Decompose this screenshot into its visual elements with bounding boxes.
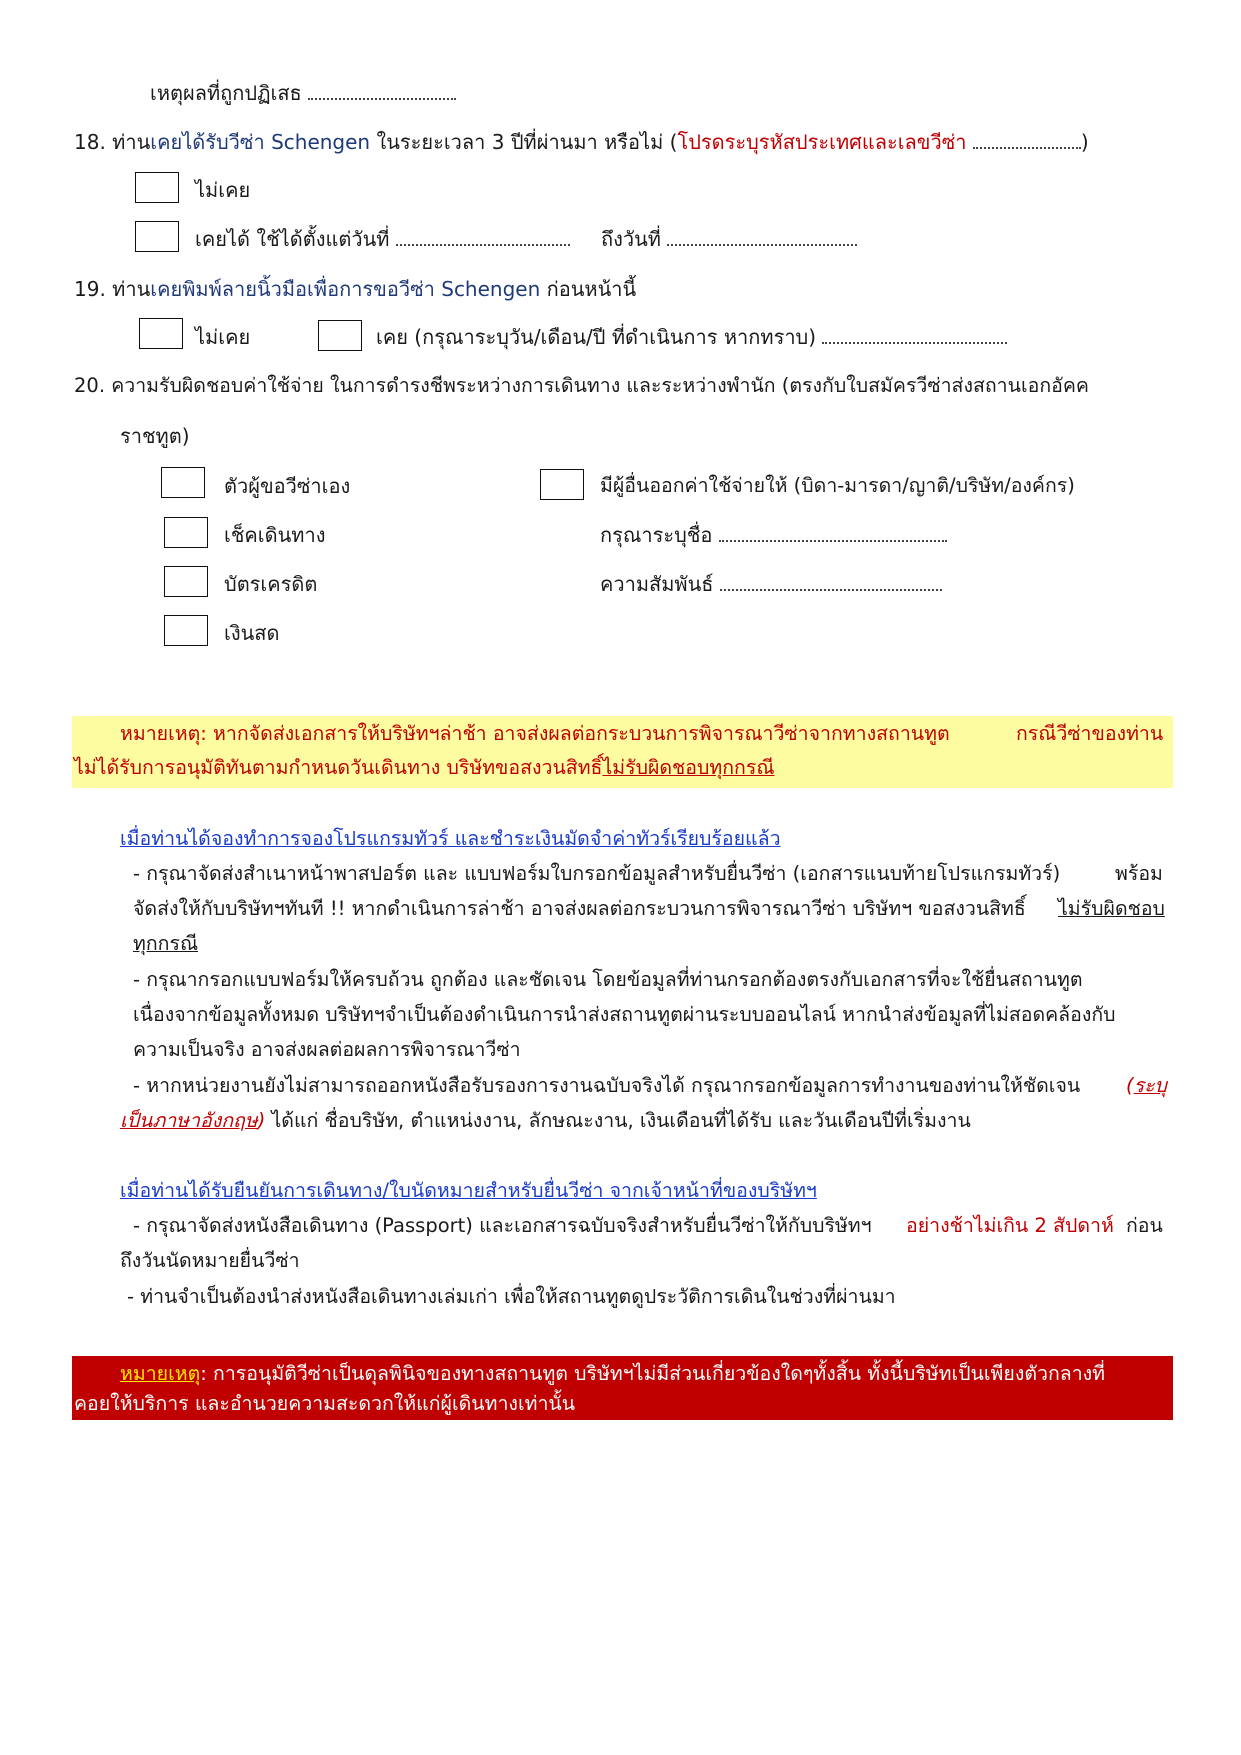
note-approval-line2: คอยให้บริการ และอำนวยความสะดวกให้แก่ผู้เดินทางเท่านั้น — [74, 1392, 576, 1415]
q18-ever-checkbox[interactable] — [135, 221, 179, 252]
q20-sponsor-relation-row — [600, 570, 942, 598]
section1-b3-line2 — [120, 1107, 971, 1135]
q18-to-label: ถึงวันที่ — [601, 227, 661, 251]
q19-never-label: ไม่เคย — [195, 325, 251, 349]
q19-ever-row — [376, 323, 1007, 351]
q18-highlight: เคยได้รับวีซ่า Schengen — [150, 130, 371, 154]
section1-b3-line1-paren: ( — [1126, 1074, 1134, 1097]
q19-never-checkbox[interactable] — [139, 318, 183, 349]
q19-pre: ท่าน — [112, 277, 151, 301]
q20-sponsor-name-row — [600, 521, 947, 549]
q19-date-field[interactable] — [822, 328, 1007, 344]
q20-sponsor-relation-label: ความสัมพันธ์ — [600, 572, 714, 596]
q20-credit-checkbox[interactable] — [164, 566, 208, 597]
q20-sponsor-label: มีผู้อื่นออกค่าใช้จ่ายให้ (บิดา-มารดา/ญาติ/บริษัท/องค์กร) — [600, 474, 1075, 497]
note-delay-line1b: กรณีวีซ่าของท่าน — [1016, 722, 1164, 745]
section1-b3-line2-paren: ) — [257, 1109, 266, 1132]
q20-self-label: ตัวผู้ขอวีซ่าเอง — [224, 474, 351, 498]
section1-b3-line2-red: เป็นภาษาอังกฤษ — [120, 1109, 258, 1132]
section2-b1-line2: ถึงวันนัดหมายยื่นวีซ่า — [120, 1249, 300, 1272]
q18-ever-label: เคยได้ ใช้ได้ตั้งแต่วันที่ — [195, 227, 390, 251]
section1-b3-line2-text: ได้แก่ ชื่อบริษัท, ตำแหน่งงาน, ลักษณะงาน, เงินเดือนที่ได้รับ และวันเดือนปีที่เริ่มงาน — [265, 1109, 971, 1132]
section1-b3-line1-red — [1126, 1072, 1167, 1100]
q18-number: 18. — [74, 130, 106, 154]
q20-cash-label: เงินสด — [224, 621, 280, 645]
question-20-line2: ราชทูต) — [120, 424, 190, 448]
section2-b1-line1-red: อย่างช้าไม่เกิน 2 สัปดาห์ — [906, 1214, 1114, 1237]
q18-from-date-field[interactable] — [396, 230, 570, 246]
note-delay-line2-text: ไม่ได้รับการอนุมัติทันตามกำหนดวันเดินทาง บริษัทขอสงวนสิทธิ์ — [74, 756, 603, 779]
rejection-reason-field[interactable] — [308, 84, 456, 100]
q19-post: ก่อนหน้านี้ — [540, 277, 637, 301]
q20-cheque-label: เช็คเดินทาง — [224, 523, 326, 547]
question-20-line1: 20. ความรับผิดชอบค่าใช้จ่าย ในการดำรงชีพระหว่างการเดินทาง และระหว่างพำนัก (ตรงกับใบสมัครวีซ่าส่งสถานเอกอัคค — [74, 374, 1089, 397]
section1-b3-line1 — [133, 1072, 1080, 1100]
q20-credit-label: บัตรเครดิต — [224, 572, 318, 596]
q20-sponsor-relation-field[interactable] — [720, 575, 942, 591]
section1-b2-line2: เนื่องจากข้อมูลทั้งหมด บริษัทฯจำเป็นต้องดำเนินการนำส่งสถานทูตผ่านระบบออนไลน์ หากนำส่งข้อมูลที่ไม่สอดคล้องกับ — [133, 1003, 1116, 1026]
section2-heading: เมื่อท่านได้รับยืนยันการเดินทาง/ใบนัดหมายสำหรับยื่นวีซ่า จากเจ้าหน้าที่ของบริษัทฯ — [120, 1179, 817, 1202]
q20-sponsor-name-field[interactable] — [719, 526, 947, 542]
q19-number: 19. — [74, 277, 106, 301]
note-approval-line1-text: : การอนุมัติวีซ่าเป็นดุลพินิจของทางสถานทูต บริษัทฯไม่มีส่วนเกี่ยวข้องใดๆทั้งสิ้น ทั้งนี้บริษัทเป็นเพียงตัวกลางที่ — [200, 1362, 1106, 1385]
section1-b3-line1-text: - หากหน่วยงานยังไม่สามารถออกหนังสือรับรองการงานฉบับจริงได้ กรุณากรอกข้อมูลการทำงานของท่านให้ชัดเจน — [133, 1074, 1081, 1097]
q19-ever-label: เคย (กรุณาระบุวัน/เดือน/ปี ที่ดำเนินการ หากทราบ) — [376, 325, 817, 349]
q19-highlight: เคยพิมพ์ลายนิ้วมือเพื่อการขอวีซ่า Schengen — [150, 277, 541, 301]
q20-sponsor-name-label: กรุณาระบุชื่อ — [600, 523, 713, 547]
note-delay-line2 — [74, 754, 774, 782]
section1-heading: เมื่อท่านได้จองทำการจองโปรแกรมทัวร์ และชำระเงินมัดจำค่าทัวร์เรียบร้อยแล้ว — [120, 827, 781, 850]
section1-b2-line3: ความเป็นจริง อาจส่งผลต่อผลการพิจารณาวีซ่า — [133, 1038, 521, 1061]
section2-b1-line1b: ก่อน — [1126, 1214, 1163, 1237]
note-delay-line2-underlined: ไม่รับผิดชอบทุกกรณี — [602, 756, 775, 779]
section1-b2-line1: - กรุณากรอกแบบฟอร์มให้ครบถ้วน ถูกต้อง และชัดเจน โดยข้อมูลที่ท่านกรอกต้องตรงกับเอกสารที่จะใช้ยื่นสถานทูต — [133, 968, 1083, 991]
question-19 — [74, 275, 636, 303]
note-approval-label: หมายเหตุ — [120, 1362, 201, 1385]
rejection-reason-label: เหตุผลที่ถูกปฏิเสธ — [150, 81, 302, 105]
q18-to-row — [601, 225, 857, 253]
section1-b1-line1b: พร้อม — [1115, 862, 1163, 885]
q18-red-note: โปรดระบุรหัสประเทศและเลขวีซ่า — [677, 130, 967, 154]
q18-never-label: ไม่เคย — [195, 178, 251, 202]
q19-ever-checkbox[interactable] — [318, 320, 362, 351]
note-delay-line1a: หมายเหตุ: หากจัดส่งเอกสารให้บริษัทฯล่าช้า อาจส่งผลต่อกระบวนการพิจารณาวีซ่าจากทางสถานทูต — [120, 722, 950, 745]
section2-b2: - ท่านจำเป็นต้องนำส่งหนังสือเดินทางเล่มเก่า เพื่อให้สถานทูตดูประวัติการเดินในช่วงที่ผ่านมา — [127, 1285, 896, 1308]
section1-b1-line2a: จัดส่งให้กับบริษัทฯทันที !! หากดำเนินการล่าช้า อาจส่งผลต่อกระบวนการพิจารณาวีซ่า บริษัทฯ ขอสงวนสิทธิ์ — [133, 897, 1026, 920]
section1-b3-line1-red-text: ระบุ — [1133, 1074, 1167, 1097]
q18-visa-number-field[interactable] — [973, 133, 1081, 149]
q18-close: ) — [1080, 130, 1089, 154]
question-18 — [74, 128, 1089, 156]
rejection-reason-row — [150, 79, 456, 107]
section1-b1-line2u: ไม่รับผิดชอบ — [1058, 897, 1165, 920]
q18-pre: ท่าน — [112, 130, 151, 154]
q18-ever-row — [195, 225, 570, 253]
q18-post: ในระยะเวลา 3 ปีที่ผ่านมา หรือไม่ ( — [370, 130, 678, 154]
q18-to-date-field[interactable] — [667, 230, 857, 246]
section2-b1-line1a: - กรุณาจัดส่งหนังสือเดินทาง (Passport) และเอกสารฉบับจริงสำหรับยื่นวีซ่าให้กับบริษัทฯ — [133, 1214, 872, 1237]
q20-self-checkbox[interactable] — [161, 467, 205, 498]
q20-cheque-checkbox[interactable] — [164, 517, 208, 548]
section1-b1-line1a: - กรุณาจัดส่งสำเนาหน้าพาสปอร์ต และ แบบฟอร์มใบกรอกข้อมูลสำหรับยื่นวีซ่า (เอกสารแนบท้ายโปรแกรมทัวร์) — [133, 862, 1061, 885]
section1-b1-line3u: ทุกกรณี — [133, 932, 199, 955]
q20-sponsor-checkbox[interactable] — [540, 469, 584, 500]
note-approval-line1 — [120, 1360, 1105, 1388]
q20-cash-checkbox[interactable] — [164, 615, 208, 646]
q18-never-checkbox[interactable] — [135, 172, 179, 203]
